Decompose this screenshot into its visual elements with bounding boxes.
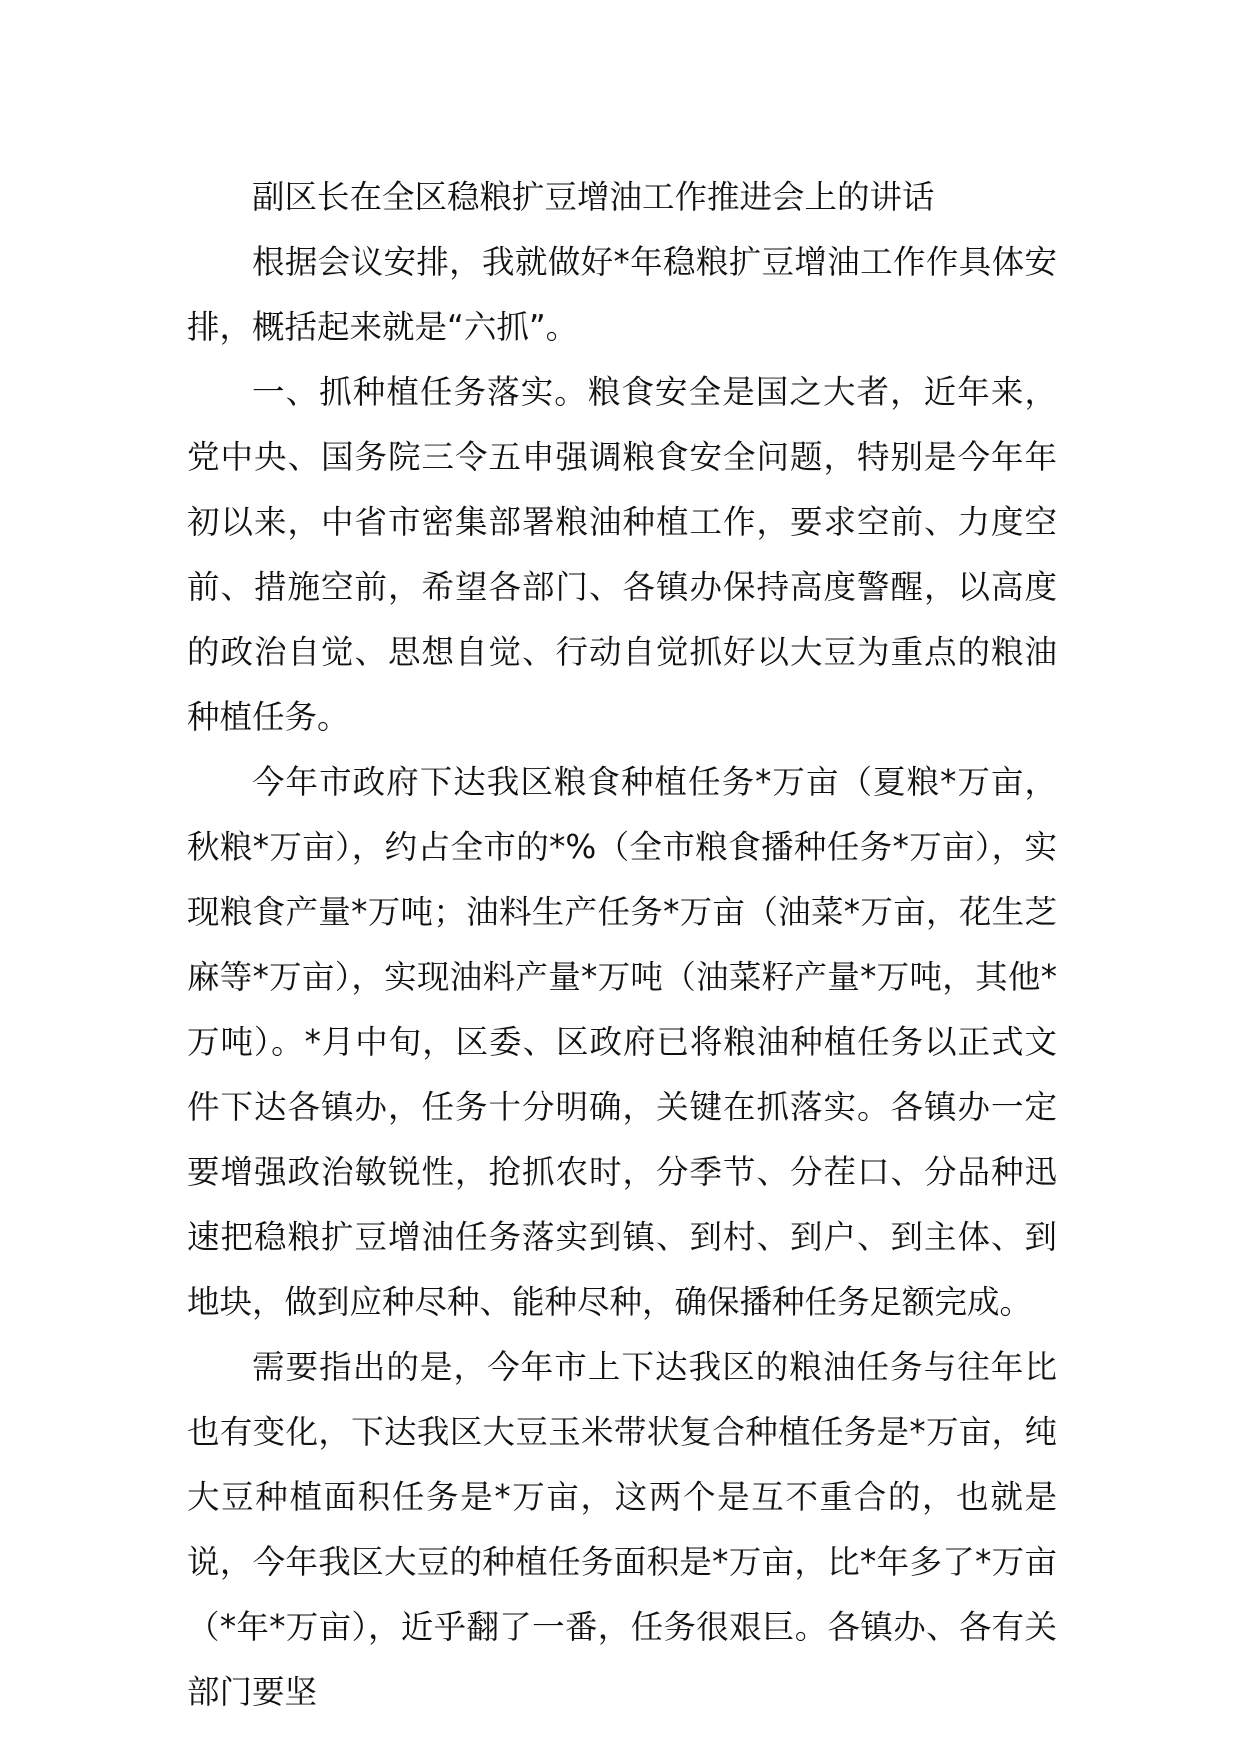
document-title: 副区长在全区稳粮扩豆增油工作推进会上的讲话 (252, 178, 935, 216)
paragraph-soybean: 需要指出的是，今年市上下达我区的粮油任务与往年比也有变化，下达我区大豆玉米带状复合种植任务是*万亩，纯大豆种植面积任务是*万亩，这两个是互不重合的，也就是说，今年我区大豆的种植任务面积是*万亩，比*年多了*万亩（*年*万亩），近乎翻了一番，任务很艰巨。各镇办、各有关部门要坚 (187, 1348, 1057, 1711)
paragraph-section-one: 一、抓种植任务落实。粮食安全是国之大者，近年来，党中央、国务院三令五申强调粮食安全问题，特别是今年年初以来，中省市密集部署粮油种植工作，要求空前、力度空前、措施空前，希望各部门、各镇办保持高度警醒，以高度的政治自觉、思想自觉、行动自觉抓好以大豆为重点的粮油种植任务。 (187, 373, 1057, 736)
document-page (187, 165, 1057, 1725)
paragraph-tasks: 今年市政府下达我区粮食种植任务*万亩（夏粮*万亩，秋粮*万亩），约占全市的*%（全市粮食播种任务*万亩），实现粮食产量*万吨；油料生产任务*万亩（油菜*万亩，花生芝麻等*万亩），实现油料产量*万吨（油菜籽产量*万吨，其他*万吨）。*月中旬，区委、区政府已将粮油种植任务以正式文件下达各镇办，任务十分明确，关键在抓落实。各镇办一定要增强政治敏锐性，抢抓农时，分季节、分茬口、分品种迅速把稳粮扩豆增油任务落实到镇、到村、到户、到主体、到地块，做到应种尽种、能种尽种，确保播种任务足额完成。 (187, 763, 1057, 1321)
paragraph-intro: 根据会议安排，我就做好*年稳粮扩豆增油工作作具体安排，概括起来就是“六抓”。 (187, 243, 1057, 346)
